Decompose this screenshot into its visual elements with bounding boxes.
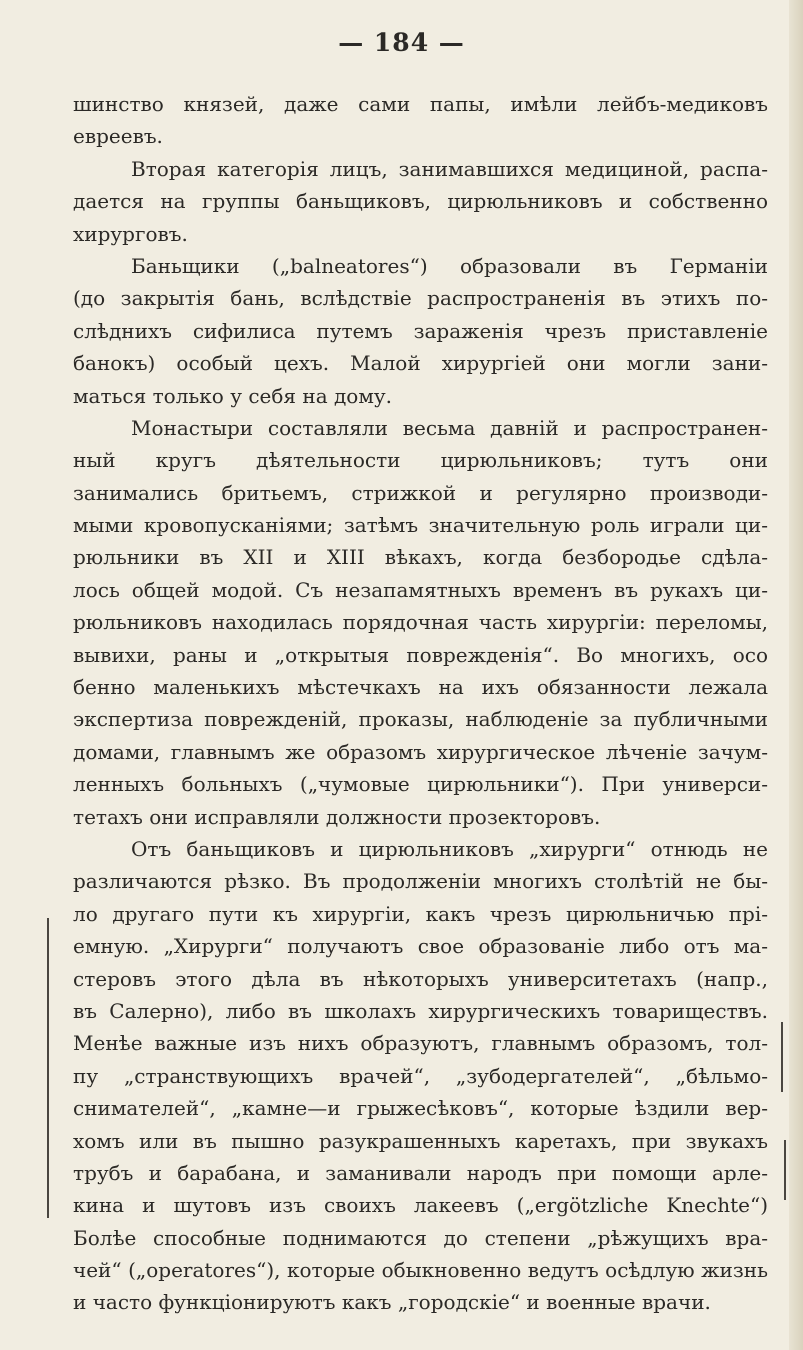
- text-line: трубъ и барабана, и заманивали народъ при помощи арле-: [73, 1160, 768, 1185]
- text-line: рюльниковъ находилась порядочная часть хирургіи: переломы,: [73, 610, 768, 635]
- body-text: [73, 88, 768, 1319]
- text-line: Вторая категорія лицъ, занимавшихся медициной, распа-: [131, 156, 768, 181]
- text-line: хомъ или въ пышно разукрашенныхъ каретахъ, при звукахъ: [73, 1128, 768, 1153]
- text-line: банокъ) особый цехъ. Малой хирургіей они могли зани-: [73, 351, 768, 376]
- text-line: занимались бритьемъ, стрижкой и регулярно производи-: [73, 480, 768, 505]
- text-line: Болѣе способные поднимаются до степени „рѣжущихъ вра-: [73, 1225, 768, 1250]
- text-line: Отъ баньщиковъ и цирюльниковъ „хирурги“ отнюдь не: [131, 836, 768, 861]
- text-line: снимателей“, „камне—и грыжесѣковъ“, которые ѣздили вер-: [73, 1096, 768, 1121]
- text-line: евреевъ.: [73, 124, 163, 149]
- text-line: и часто функціонируютъ какъ „городскіе“ и военные врачи.: [73, 1290, 711, 1315]
- text-line: вывихи, раны и „открытыя поврежденія“. Во многихъ, осо: [73, 642, 768, 667]
- margin-mark-right-2: [784, 1140, 786, 1200]
- text-line: ло другаго пути къ хирургіи, какъ чрезъ цирюльничью прі-: [73, 901, 768, 926]
- text-line: шинство князей, даже сами папы, имѣли лейбъ-медиковъ: [73, 92, 768, 116]
- text-line: тетахъ они исправляли должности прозекторовъ.: [73, 804, 601, 829]
- text-line: Монастыри составляли весьма давній и распространен-: [131, 415, 768, 440]
- text-line: ленныхъ больныхъ („чумовые цирюльники“). При универси-: [73, 772, 768, 797]
- text-line: мыми кровопусканіями; затѣмъ значительную роль играли ци-: [73, 513, 768, 538]
- text-line: емную. „Хирурги“ получаютъ свое образованіе либо отъ ма-: [73, 934, 768, 959]
- text-line: пу „странствующихъ врачей“, „зубодергателей“, „бѣльмо-: [73, 1063, 768, 1088]
- text-line: лось общей модой. Съ незапамятныхъ временъ въ рукахъ ци-: [73, 577, 768, 602]
- text-line: (до закрытія бань, вслѣдствіе распространенія въ этихъ по-: [73, 286, 768, 311]
- page-edge-shadow: [789, 0, 803, 1350]
- text-line: дается на группы баньщиковъ, цирюльниковъ и собственно: [73, 189, 768, 214]
- text-line: маться только у себя на дому.: [73, 383, 393, 408]
- text-line: домами, главнымъ же образомъ хирургическое лѣченіе зачум-: [73, 739, 768, 764]
- text-line: чей“ („operatores“), которые обыкновенно ведутъ осѣдлую жизнь: [73, 1258, 768, 1283]
- text-line: въ Салерно), либо въ школахъ хирургическихъ товариществъ.: [73, 998, 768, 1023]
- text-line: слѣднихъ сифилиса путемъ зараженія чрезъ приставленіе: [73, 318, 768, 343]
- text-line: экспертиза поврежденій, проказы, наблюденіе за публичными: [73, 707, 768, 732]
- text-line: стеровъ этого дѣла въ нѣкоторыхъ университетахъ (напр.,: [73, 966, 768, 991]
- text-line: кина и шутовъ изъ своихъ лакеевъ („ergötzliche Knechte“): [73, 1193, 768, 1218]
- text-line: Баньщики („balneatores“) образовали въ Германіи: [131, 253, 768, 278]
- text-line: Менѣе важные изъ нихъ образуютъ, главнымъ образомъ, тол-: [73, 1031, 768, 1056]
- text-line: хирурговъ.: [73, 221, 188, 246]
- text-line: различаются рѣзко. Въ продолженіи многихъ столѣтій не бы-: [73, 869, 768, 894]
- page-number: — 184 —: [338, 28, 465, 57]
- text-line: рюльники въ XII и XIII вѣкахъ, когда безбородье сдѣла-: [73, 545, 768, 570]
- margin-mark-left: [47, 918, 49, 1218]
- text-line: бенно маленькихъ мѣстечкахъ на ихъ обязанности лежала: [73, 675, 768, 700]
- margin-mark-right-1: [781, 1022, 783, 1092]
- text-line: ный кругъ дѣятельности цирюльниковъ; тутъ они: [73, 448, 768, 473]
